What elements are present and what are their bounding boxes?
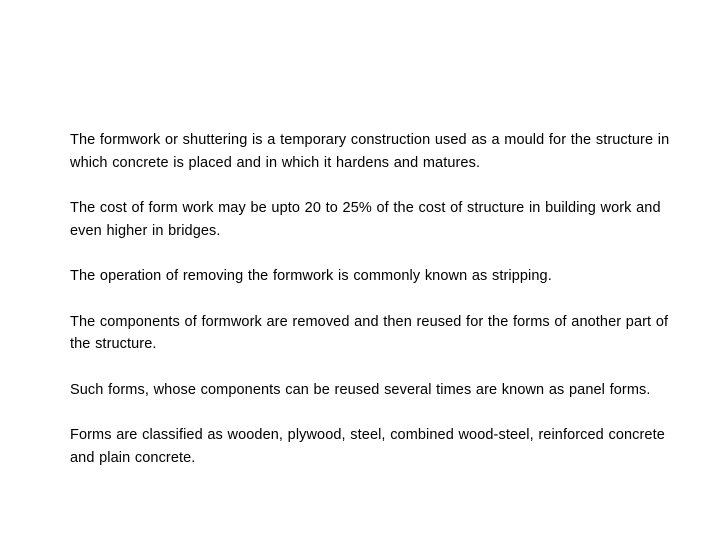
paragraph-formwork-cost: The cost of form work may be upto 20 to 25% of the cost of structure in building work and even higher in bridges. [70,200,661,239]
paragraph-classification: Forms are classified as wooden, plywood, steel, combined wood-steel, reinforced concrete and plain concrete. [70,427,665,466]
paragraph-reuse: The components of formwork are removed and then reused for the forms of another part of the structure. [70,313,669,352]
slide-body [70,129,680,492]
paragraph-formwork-definition: The formwork or shuttering is a temporary construction used as a mould for the structure in which concrete is placed and in which it hardens and matures. [70,132,670,171]
paragraph-panel-forms: Such forms, whose components can be reused several times are known as panel forms. [70,381,651,398]
paragraph-stripping: The operation of removing the formwork is commonly known as stripping. [70,268,552,284]
